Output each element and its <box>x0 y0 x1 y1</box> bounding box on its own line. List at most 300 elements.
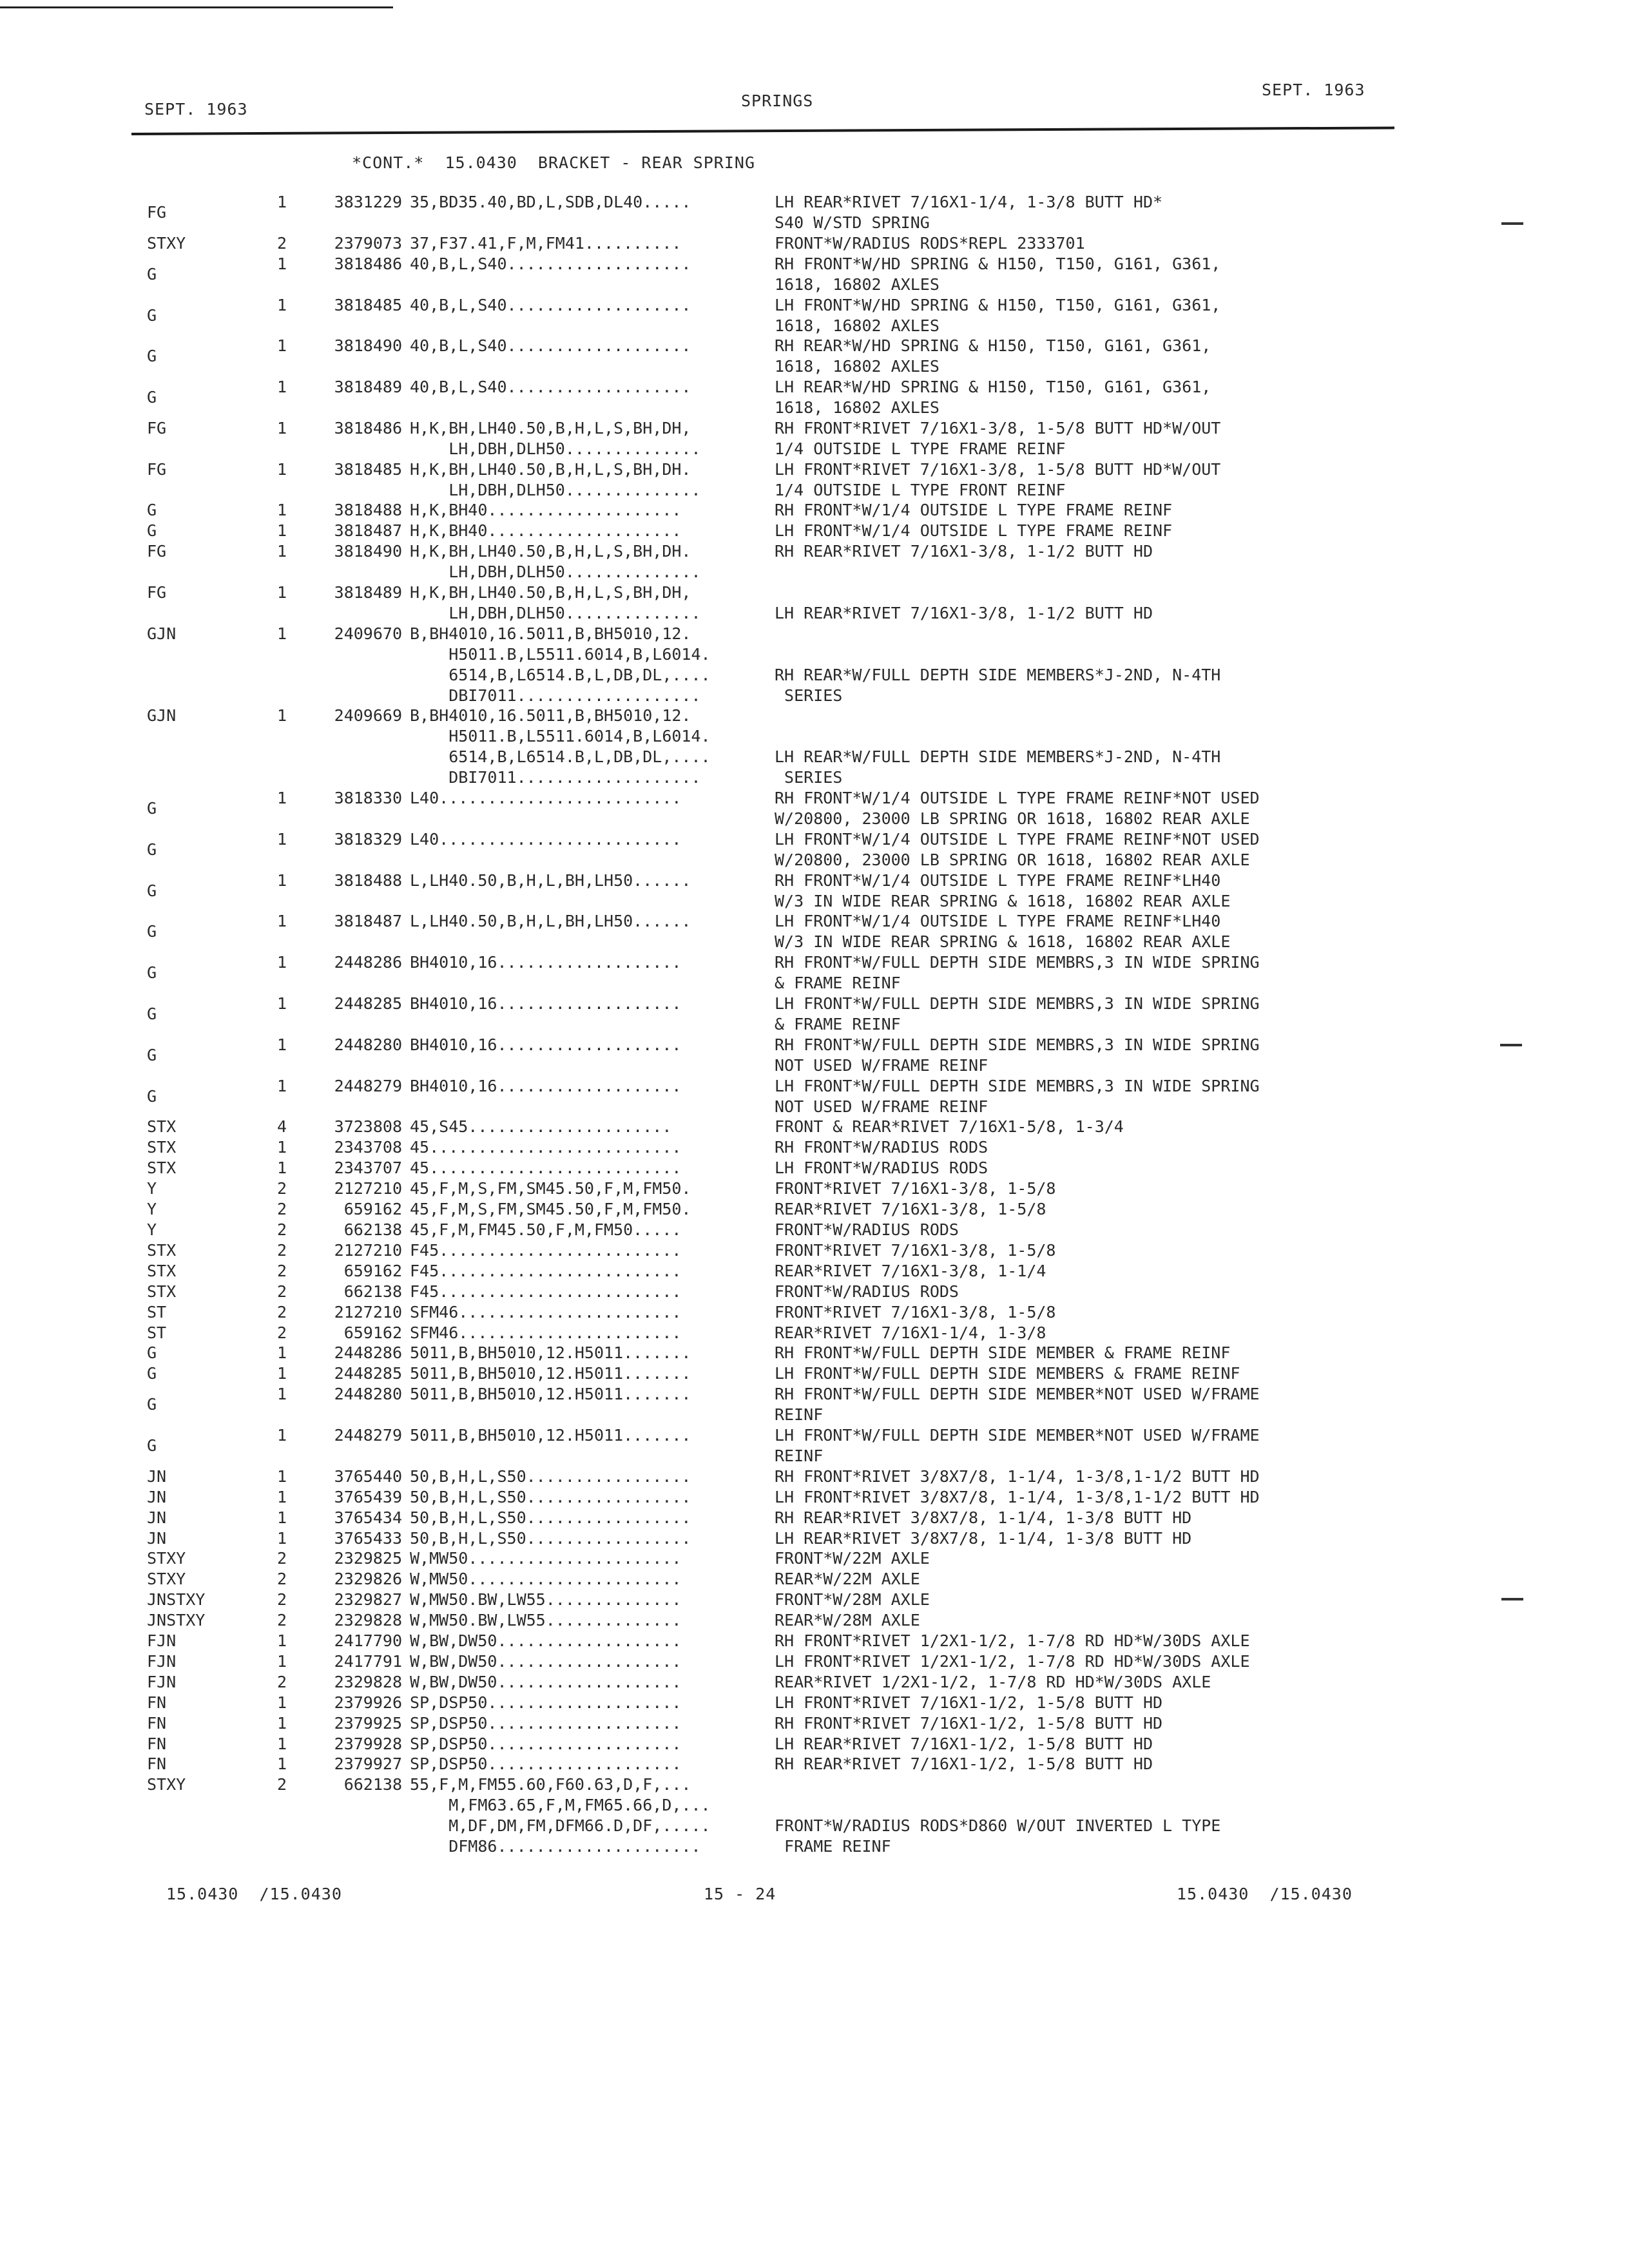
margin-mark <box>1500 1044 1522 1046</box>
row-part-number: 2448279 <box>334 1426 402 1445</box>
row-code: G <box>147 963 157 982</box>
row-description: REAR*RIVET 7/16X1-1/4, 1-3/8 <box>775 1323 1046 1342</box>
row-part-number: 3818487 <box>334 521 402 540</box>
row-quantity: 1 <box>277 1735 287 1753</box>
row-quantity: 1 <box>277 789 287 807</box>
header-date-right: SEPT. 1963 <box>1262 81 1365 99</box>
parts-row <box>0 1282 1629 1302</box>
parts-row <box>0 1261 1629 1282</box>
row-models: SP,DSP50.................... <box>410 1754 682 1773</box>
row-models: W,BW,DW50................... <box>410 1673 682 1691</box>
row-part-number: 3818487 <box>334 912 402 930</box>
row-description: LH REAR*RIVET 7/16X1-1/2, 1-5/8 BUTT HD <box>775 1735 1153 1753</box>
row-quantity: 2 <box>277 1303 287 1321</box>
parts-row <box>0 1178 1629 1199</box>
row-part-number: 659162 <box>343 1200 402 1218</box>
row-quantity: 1 <box>277 1693 287 1712</box>
row-models: 45,F,M,FM45.50,F,M,FM50..... <box>410 1220 682 1239</box>
row-code: Y <box>147 1179 157 1198</box>
row-part-number: 662138 <box>343 1220 402 1239</box>
parts-row <box>0 1425 1629 1466</box>
section-heading: *CONT.* 15.0430 BRACKET - REAR SPRING <box>352 153 755 172</box>
row-quantity: 1 <box>277 912 287 930</box>
row-models: BH4010,16................... <box>410 1077 682 1095</box>
row-part-number: 3818488 <box>334 501 402 519</box>
footer-section-left: 15.0430 /15.0430 <box>166 1885 342 1903</box>
row-models: H,K,BH40.................... <box>410 501 682 519</box>
row-part-number: 2409670 <box>334 624 402 643</box>
row-part-number: 3831229 <box>334 193 402 211</box>
row-quantity: 1 <box>277 706 287 725</box>
row-models: SFM46....................... <box>410 1323 682 1342</box>
row-description: LH FRONT*RIVET 7/16X1-1/2, 1-5/8 BUTT HD <box>775 1693 1163 1712</box>
row-models: F45......................... <box>410 1282 682 1301</box>
row-quantity: 1 <box>277 1138 287 1157</box>
row-quantity: 1 <box>277 521 287 540</box>
row-quantity: 2 <box>277 234 287 253</box>
row-quantity: 2 <box>277 1590 287 1609</box>
row-quantity: 1 <box>277 1343 287 1362</box>
row-part-number: 2329828 <box>334 1673 402 1691</box>
row-models: 45,F,M,S,FM,SM45.50,F,M,FM50. <box>410 1200 691 1218</box>
parts-row <box>0 418 1629 459</box>
row-description: RH FRONT*W/1/4 OUTSIDE L TYPE FRAME REINF*LH40 W/3 IN WIDE REAR SPRING & 1618, 16802 REAR AXLE <box>775 871 1231 910</box>
row-code: FG <box>147 203 167 222</box>
row-code: FJN <box>147 1631 177 1650</box>
parts-row <box>0 1508 1629 1528</box>
row-models: H,K,BH,LH40.50,B,H,L,S,BH,DH, LH,DBH,DLH50.............. <box>410 419 701 458</box>
parts-row <box>0 1302 1629 1323</box>
parts-row <box>0 1713 1629 1734</box>
parts-row <box>0 1117 1629 1137</box>
row-description: FRONT*W/RADIUS RODS*D860 W/OUT INVERTED L TYPE FRAME REINF <box>775 1816 1221 1856</box>
row-code: STXY <box>147 1570 186 1588</box>
row-models: W,BW,DW50................... <box>410 1652 682 1671</box>
row-quantity: 1 <box>277 1035 287 1054</box>
row-part-number: 2329827 <box>334 1590 402 1609</box>
row-description: LH FRONT*RIVET 7/16X1-3/8, 1-5/8 BUTT HD*W/OUT 1/4 OUTSIDE L TYPE FRONT REINF <box>775 460 1221 499</box>
row-part-number: 2127210 <box>334 1303 402 1321</box>
row-quantity: 2 <box>277 1549 287 1568</box>
row-code: G <box>147 922 157 941</box>
row-quantity: 2 <box>277 1220 287 1239</box>
parts-row <box>0 788 1629 829</box>
row-models: SFM46....................... <box>410 1303 682 1321</box>
row-code: GJN <box>147 706 177 725</box>
row-part-number: 2448285 <box>334 994 402 1013</box>
parts-row <box>0 870 1629 912</box>
row-quantity: 2 <box>277 1323 287 1342</box>
parts-row <box>0 1343 1629 1363</box>
page-title: SPRINGS <box>741 91 814 110</box>
row-models: 5011,B,BH5010,12.H5011....... <box>410 1343 691 1362</box>
row-quantity: 1 <box>277 1631 287 1650</box>
row-part-number: 2343707 <box>334 1158 402 1177</box>
row-part-number: 2448286 <box>334 1343 402 1362</box>
row-description: RH REAR*W/HD SPRING & H150, T150, G161, G361, 1618, 16802 AXLES <box>775 336 1211 376</box>
row-code: JN <box>147 1488 167 1506</box>
row-models: H,K,BH40.................... <box>410 521 682 540</box>
row-description: FRONT*RIVET 7/16X1-3/8, 1-5/8 <box>775 1303 1056 1321</box>
row-description: RH FRONT*RIVET 7/16X1-3/8, 1-5/8 BUTT HD*W/OUT 1/4 OUTSIDE L TYPE FRAME REINF <box>775 419 1221 458</box>
row-quantity: 1 <box>277 1488 287 1506</box>
row-code: JN <box>147 1529 167 1548</box>
row-models: H,K,BH,LH40.50,B,H,L,S,BH,DH, LH,DBH,DLH50.............. <box>410 583 701 622</box>
row-description: RH FRONT*RIVET 7/16X1-1/2, 1-5/8 BUTT HD <box>775 1714 1163 1733</box>
parts-row <box>0 706 1629 788</box>
row-description: LH FRONT*W/1/4 OUTSIDE L TYPE FRAME REINF*LH40 W/3 IN WIDE REAR SPRING & 1618, 16802 REAR AXLE <box>775 912 1231 951</box>
row-models: 45,F,M,S,FM,SM45.50,F,M,FM50. <box>410 1179 691 1198</box>
row-part-number: 3765433 <box>334 1529 402 1548</box>
row-quantity: 4 <box>277 1117 287 1136</box>
row-quantity: 1 <box>277 1529 287 1548</box>
row-description: RH FRONT*W/HD SPRING & H150, T150, G161, G361, 1618, 16802 AXLES <box>775 255 1221 294</box>
row-quantity: 1 <box>277 871 287 890</box>
row-description: LH FRONT*W/RADIUS RODS <box>775 1158 988 1177</box>
row-quantity: 1 <box>277 1426 287 1445</box>
row-code: FN <box>147 1735 167 1753</box>
row-part-number: 3765434 <box>334 1508 402 1527</box>
parts-row <box>0 500 1629 521</box>
row-models: 45.......................... <box>410 1158 682 1177</box>
row-code: G <box>147 347 157 365</box>
row-code: G <box>147 840 157 859</box>
parts-row <box>0 1363 1629 1384</box>
row-part-number: 3818490 <box>334 336 402 355</box>
parts-row <box>0 1734 1629 1754</box>
row-code: G <box>147 1004 157 1023</box>
parts-row <box>0 1651 1629 1672</box>
row-part-number: 2343708 <box>334 1138 402 1157</box>
row-description: LH FRONT*W/1/4 OUTSIDE L TYPE FRAME REINF*NOT USED W/20800, 23000 LB SPRING OR 1618, 16802 REAR AXLE <box>775 830 1260 869</box>
row-models: W,MW50.BW,LW55.............. <box>410 1590 682 1609</box>
row-models: 45,S45..................... <box>410 1117 672 1136</box>
parts-row <box>0 1240 1629 1261</box>
row-quantity: 2 <box>277 1262 287 1280</box>
row-models: 40,B,L,S40................... <box>410 336 691 355</box>
parts-row <box>0 254 1629 295</box>
row-description: LH REAR*W/HD SPRING & H150, T150, G161, G361, 1618, 16802 AXLES <box>775 378 1211 417</box>
row-quantity: 2 <box>277 1282 287 1301</box>
row-quantity: 1 <box>277 624 287 643</box>
row-description: LH FRONT*W/HD SPRING & H150, T150, G161, G361, 1618, 16802 AXLES <box>775 296 1221 335</box>
row-code: JNSTXY <box>147 1611 206 1629</box>
row-quantity: 1 <box>277 542 287 561</box>
row-code: FN <box>147 1754 167 1773</box>
parts-row <box>0 459 1629 501</box>
row-code: G <box>147 1436 157 1455</box>
parts-row <box>0 295 1629 336</box>
row-description: RH FRONT*W/FULL DEPTH SIDE MEMBRS,3 IN WIDE SPRING NOT USED W/FRAME REINF <box>775 1035 1260 1075</box>
row-description: LH FRONT*W/1/4 OUTSIDE L TYPE FRAME REINF <box>775 521 1173 540</box>
row-code: STXY <box>147 1775 186 1794</box>
row-part-number: 2379928 <box>334 1735 402 1753</box>
row-part-number: 2329825 <box>334 1549 402 1568</box>
row-description: FRONT*W/28M AXLE <box>775 1590 930 1609</box>
row-models: 40,B,L,S40................... <box>410 296 691 314</box>
parts-row <box>0 1466 1629 1487</box>
row-part-number: 3818329 <box>334 830 402 849</box>
row-part-number: 3818486 <box>334 419 402 437</box>
row-models: H,K,BH,LH40.50,B,H,L,S,BH,DH. LH,DBH,DLH50.............. <box>410 542 701 581</box>
row-models: SP,DSP50.................... <box>410 1714 682 1733</box>
row-description: RH FRONT*W/1/4 OUTSIDE L TYPE FRAME REINF <box>775 501 1173 519</box>
parts-row <box>0 541 1629 582</box>
row-code: FG <box>147 583 167 602</box>
row-quantity: 1 <box>277 193 287 211</box>
row-code: G <box>147 521 157 540</box>
row-description: FRONT*W/22M AXLE <box>775 1549 930 1568</box>
row-description: RH FRONT*W/FULL DEPTH SIDE MEMBER*NOT USED W/FRAME REINF <box>775 1385 1260 1424</box>
row-models: 50,B,H,L,S50................. <box>410 1529 691 1548</box>
parts-row <box>0 233 1629 254</box>
row-description: RH FRONT*W/FULL DEPTH SIDE MEMBRS,3 IN WIDE SPRING & FRAME REINF <box>775 953 1260 992</box>
row-description: RH REAR*RIVET 3/8X7/8, 1-1/4, 1-3/8 BUTT HD <box>775 1508 1192 1527</box>
row-part-number: 662138 <box>343 1775 402 1794</box>
parts-row <box>0 1672 1629 1693</box>
parts-row <box>0 1199 1629 1220</box>
row-part-number: 2329826 <box>334 1570 402 1588</box>
parts-row <box>0 521 1629 541</box>
row-models: 50,B,H,L,S50................. <box>410 1467 691 1486</box>
row-models: L40......................... <box>410 789 682 807</box>
parts-row <box>0 829 1629 870</box>
row-part-number: 659162 <box>343 1323 402 1342</box>
parts-row <box>0 1220 1629 1240</box>
row-part-number: 2329828 <box>334 1611 402 1629</box>
row-part-number: 659162 <box>343 1262 402 1280</box>
row-part-number: 2379927 <box>334 1754 402 1773</box>
row-description: RH REAR*RIVET 7/16X1-1/2, 1-5/8 BUTT HD <box>775 1754 1153 1773</box>
row-quantity: 1 <box>277 1508 287 1527</box>
row-code: FN <box>147 1693 167 1712</box>
row-part-number: 3723808 <box>334 1117 402 1136</box>
row-code: FG <box>147 460 167 479</box>
row-code: G <box>147 388 157 407</box>
row-code: Y <box>147 1220 157 1239</box>
row-code: FG <box>147 419 167 437</box>
row-models: L,LH40.50,B,H,L,BH,LH50...... <box>410 871 691 890</box>
row-models: SP,DSP50.................... <box>410 1735 682 1753</box>
row-quantity: 1 <box>277 501 287 519</box>
row-description: REAR*RIVET 7/16X1-3/8, 1-5/8 <box>775 1200 1046 1218</box>
page-number: 15 - 24 <box>704 1885 776 1903</box>
row-description: LH FRONT*W/FULL DEPTH SIDE MEMBER*NOT USED W/FRAME REINF <box>775 1426 1260 1465</box>
parts-row <box>0 1323 1629 1343</box>
row-quantity: 2 <box>277 1611 287 1629</box>
parts-row <box>0 1693 1629 1713</box>
parts-row <box>0 1590 1629 1610</box>
parts-row <box>0 624 1629 706</box>
row-code: Y <box>147 1200 157 1218</box>
row-code: G <box>147 1395 157 1414</box>
row-part-number: 2417790 <box>334 1631 402 1650</box>
row-models: F45......................... <box>410 1262 682 1280</box>
row-part-number: 2127210 <box>334 1241 402 1260</box>
row-models: W,MW50.BW,LW55.............. <box>410 1611 682 1629</box>
row-description: FRONT*W/RADIUS RODS*REPL 2333701 <box>775 234 1085 253</box>
row-description: LH REAR*RIVET 7/16X1-3/8, 1-1/2 BUTT HD <box>775 604 1153 622</box>
row-code: ST <box>147 1303 167 1321</box>
row-description: RH FRONT*W/FULL DEPTH SIDE MEMBER & FRAME REINF <box>775 1343 1231 1362</box>
row-models: 40,B,L,S40................... <box>410 378 691 396</box>
row-quantity: 1 <box>277 953 287 972</box>
row-part-number: 2127210 <box>334 1179 402 1198</box>
row-code: G <box>147 1364 157 1383</box>
row-code: G <box>147 1343 157 1362</box>
row-quantity: 1 <box>277 1077 287 1095</box>
row-models: L,LH40.50,B,H,L,BH,LH50...... <box>410 912 691 930</box>
row-code: JNSTXY <box>147 1590 206 1609</box>
row-models: 50,B,H,L,S50................. <box>410 1508 691 1527</box>
parts-row <box>0 1754 1629 1774</box>
row-description: RH FRONT*RIVET 1/2X1-1/2, 1-7/8 RD HD*W/30DS AXLE <box>775 1631 1250 1650</box>
row-description: LH FRONT*W/FULL DEPTH SIDE MEMBRS,3 IN WIDE SPRING NOT USED W/FRAME REINF <box>775 1077 1260 1116</box>
row-models: W,MW50...................... <box>410 1570 682 1588</box>
row-description: RH FRONT*RIVET 3/8X7/8, 1-1/4, 1-3/8,1-1/2 BUTT HD <box>775 1467 1260 1486</box>
row-models: W,MW50...................... <box>410 1549 682 1568</box>
row-models: L40......................... <box>410 830 682 849</box>
row-models: 55,F,M,FM55.60,F60.63,D,F,... M,FM63.65,F,M,FM65.66,D,... M,DF,DM,FM,DFM66.D,DF,..... DFM86..................... <box>410 1775 711 1856</box>
row-code: STX <box>147 1158 177 1177</box>
parts-row <box>0 1569 1629 1590</box>
row-code: JN <box>147 1467 167 1486</box>
parts-row <box>0 1076 1629 1117</box>
row-part-number: 3818485 <box>334 460 402 479</box>
row-quantity: 2 <box>277 1179 287 1198</box>
row-quantity: 1 <box>277 1467 287 1486</box>
parts-row <box>0 952 1629 994</box>
row-part-number: 3818330 <box>334 789 402 807</box>
row-description: FRONT*W/RADIUS RODS <box>775 1282 959 1301</box>
parts-row <box>0 1610 1629 1631</box>
row-quantity: 2 <box>277 1673 287 1691</box>
parts-row <box>0 1528 1629 1549</box>
row-part-number: 662138 <box>343 1282 402 1301</box>
row-code: G <box>147 1046 157 1064</box>
row-quantity: 2 <box>277 1775 287 1794</box>
row-code: G <box>147 799 157 818</box>
row-quantity: 1 <box>277 1652 287 1671</box>
row-quantity: 1 <box>277 994 287 1013</box>
row-description: LH FRONT*RIVET 3/8X7/8, 1-1/4, 1-3/8,1-1/2 BUTT HD <box>775 1488 1260 1506</box>
row-models: 40,B,L,S40................... <box>410 255 691 273</box>
row-quantity: 1 <box>277 255 287 273</box>
row-part-number: 3765440 <box>334 1467 402 1486</box>
row-models: 45.......................... <box>410 1138 682 1157</box>
row-part-number: 3818486 <box>334 255 402 273</box>
row-quantity: 1 <box>277 1385 287 1403</box>
row-code: FN <box>147 1714 167 1733</box>
row-models: F45......................... <box>410 1241 682 1260</box>
row-quantity: 1 <box>277 378 287 396</box>
row-models: H,K,BH,LH40.50,B,H,L,S,BH,DH. LH,DBH,DLH50.............. <box>410 460 701 499</box>
row-part-number: 2379073 <box>334 234 402 253</box>
row-part-number: 2379926 <box>334 1693 402 1712</box>
row-part-number: 2448286 <box>334 953 402 972</box>
row-models: B,BH4010,16.5011,B,BH5010,12. H5011.B,L5511.6014,B,L6014. 6514,B,L6514.B,L,DB,DL,.... DBI7011................... <box>410 624 711 705</box>
margin-mark <box>1501 1598 1523 1600</box>
row-part-number: 3818485 <box>334 296 402 314</box>
row-code: FJN <box>147 1652 177 1671</box>
row-description: RH REAR*W/FULL DEPTH SIDE MEMBERS*J-2ND, N-4TH SERIES <box>775 666 1221 705</box>
row-part-number: 2379925 <box>334 1714 402 1733</box>
parts-row <box>0 1035 1629 1076</box>
row-code: STX <box>147 1262 177 1280</box>
row-quantity: 2 <box>277 1570 287 1588</box>
row-description: FRONT*W/RADIUS RODS <box>775 1220 959 1239</box>
row-code: FG <box>147 542 167 561</box>
row-description: REAR*W/22M AXLE <box>775 1570 920 1588</box>
row-description: LH FRONT*W/FULL DEPTH SIDE MEMBRS,3 IN WIDE SPRING & FRAME REINF <box>775 994 1260 1033</box>
parts-row <box>0 1774 1629 1857</box>
parts-row <box>0 192 1629 233</box>
row-description: RH FRONT*W/RADIUS RODS <box>775 1138 988 1157</box>
row-code: FJN <box>147 1673 177 1691</box>
row-models: 37,F37.41,F,M,FM41.......... <box>410 234 682 253</box>
row-part-number: 2409669 <box>334 706 402 725</box>
row-description: FRONT*RIVET 7/16X1-3/8, 1-5/8 <box>775 1179 1056 1198</box>
row-code: G <box>147 265 157 284</box>
row-models: BH4010,16................... <box>410 1035 682 1054</box>
row-description: LH REAR*RIVET 3/8X7/8, 1-1/4, 1-3/8 BUTT HD <box>775 1529 1192 1548</box>
row-part-number: 2417791 <box>334 1652 402 1671</box>
row-quantity: 1 <box>277 296 287 314</box>
row-quantity: 1 <box>277 1364 287 1383</box>
row-description: LH FRONT*RIVET 1/2X1-1/2, 1-7/8 RD HD*W/30DS AXLE <box>775 1652 1250 1671</box>
row-part-number: 3818489 <box>334 583 402 602</box>
row-part-number: 2448279 <box>334 1077 402 1095</box>
row-quantity: 1 <box>277 419 287 437</box>
row-models: 5011,B,BH5010,12.H5011....... <box>410 1385 691 1403</box>
row-part-number: 2448285 <box>334 1364 402 1383</box>
row-code: G <box>147 501 157 519</box>
row-quantity: 1 <box>277 830 287 849</box>
parts-row <box>0 1137 1629 1158</box>
row-part-number: 2448280 <box>334 1035 402 1054</box>
row-models: 5011,B,BH5010,12.H5011....... <box>410 1426 691 1445</box>
margin-mark <box>1501 222 1523 225</box>
row-code: STX <box>147 1241 177 1260</box>
row-code: STXY <box>147 234 186 253</box>
row-models: SP,DSP50.................... <box>410 1693 682 1712</box>
row-models: 35,BD35.40,BD,L,SDB,DL40..... <box>410 193 691 211</box>
row-code: STX <box>147 1138 177 1157</box>
parts-row <box>0 994 1629 1035</box>
row-quantity: 1 <box>277 583 287 602</box>
parts-row <box>0 582 1629 624</box>
row-code: STXY <box>147 1549 186 1568</box>
row-models: 5011,B,BH5010,12.H5011....... <box>410 1364 691 1383</box>
row-code: JN <box>147 1508 167 1527</box>
row-models: 50,B,H,L,S50................. <box>410 1488 691 1506</box>
row-models: BH4010,16................... <box>410 994 682 1013</box>
row-quantity: 1 <box>277 336 287 355</box>
row-description: FRONT*RIVET 7/16X1-3/8, 1-5/8 <box>775 1241 1056 1260</box>
row-models: BH4010,16................... <box>410 953 682 972</box>
row-description: REAR*W/28M AXLE <box>775 1611 920 1629</box>
header-date-left: SEPT. 1963 <box>144 100 248 119</box>
parts-row <box>0 1487 1629 1508</box>
row-part-number: 3818490 <box>334 542 402 561</box>
row-quantity: 1 <box>277 460 287 479</box>
parts-row <box>0 911 1629 952</box>
footer-section-right: 15.0430 /15.0430 <box>1177 1885 1353 1903</box>
row-description: REAR*RIVET 7/16X1-3/8, 1-1/4 <box>775 1262 1046 1280</box>
row-quantity: 2 <box>277 1241 287 1260</box>
row-description: LH FRONT*W/FULL DEPTH SIDE MEMBERS & FRAME REINF <box>775 1364 1240 1383</box>
parts-row <box>0 1631 1629 1651</box>
